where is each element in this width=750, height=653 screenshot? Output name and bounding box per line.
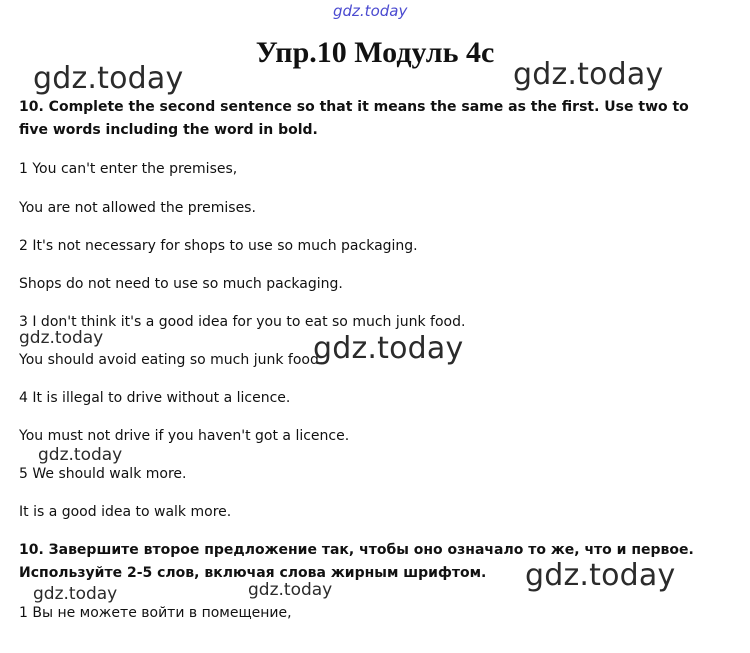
exercise-instruction-en: 10. Complete the second sentence so that it means the same as the first. Use two to five words including the word in bold.	[19, 99, 689, 138]
exercise-instruction-ru: 10. Завершите второе предложение так, чтобы оно означало то же, что и первое. Используйте 2-5 слов, включая слова жирным шрифтом.	[19, 542, 694, 581]
exercise-line: 3 I don't think it's a good idea for you to eat so much junk food.	[19, 314, 466, 330]
watermark: gdz.today	[313, 331, 464, 366]
watermark: gdz.today	[248, 580, 333, 600]
exercise-line: It is a good idea to walk more.	[19, 504, 232, 520]
watermark-top: gdz.today	[333, 2, 408, 20]
exercise-line: 2 It's not necessary for shops to use so much packaging.	[19, 238, 418, 254]
exercise-line: 4 It is illegal to drive without a licence.	[19, 390, 291, 406]
exercise-line: 1 Вы не можете войти в помещение,	[19, 605, 292, 621]
exercise-line: You should avoid eating so much junk food.	[19, 352, 324, 368]
watermark: gdz.today	[513, 57, 664, 92]
page-title: Упр.10 Модуль 4с	[255, 36, 495, 69]
exercise-line: 1 You can't enter the premises,	[19, 161, 238, 177]
watermark: gdz.today	[38, 445, 123, 465]
exercise-line: 5 We should walk more.	[19, 466, 187, 482]
watermark: gdz.today	[33, 61, 184, 96]
exercise-line: Shops do not need to use so much packaging.	[19, 276, 343, 292]
watermark: gdz.today	[525, 558, 676, 593]
watermark: gdz.today	[33, 584, 118, 604]
exercise-line: You are not allowed the premises.	[19, 200, 256, 216]
exercise-line: You must not drive if you haven't got a licence.	[19, 428, 350, 444]
watermark: gdz.today	[19, 328, 104, 348]
